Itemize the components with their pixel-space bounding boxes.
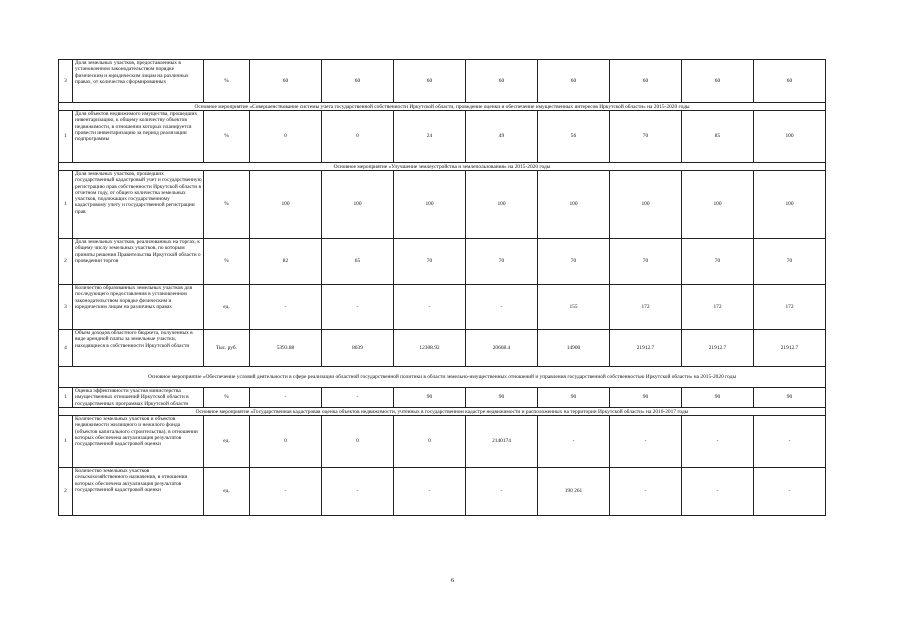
value-cell: 70	[466, 239, 538, 285]
value-cell: 49	[466, 111, 538, 163]
section-header: Основное мероприятие «Государственная кадастровая оценка объектов недвижимости, учтенных в государственном кадастре недвижимости и расположенных на территории Иркутской области» на 2016-2017 годы	[59, 408, 826, 416]
value-cell: 21912.7	[610, 330, 682, 367]
indicator-name: Доля земельных участков, предоставленных в установленном законодательством порядке физическим и юридическим лицам на различных правах, от количества сформированных	[73, 60, 204, 103]
row-number: 1	[59, 171, 73, 239]
value-cell: 0	[322, 416, 394, 468]
table-row	[59, 416, 826, 468]
value-cell: 5393.88	[250, 330, 322, 367]
value-cell: -	[466, 285, 538, 330]
section-header-row	[59, 367, 826, 388]
value-cell: 90	[466, 388, 538, 408]
value-cell: 60	[610, 60, 682, 103]
value-cell: -	[682, 416, 754, 468]
row-number: 4	[59, 330, 73, 367]
value-cell: 2140174	[466, 416, 538, 468]
unit-cell: %	[204, 60, 250, 103]
value-cell: 90	[754, 388, 826, 408]
value-cell: -	[250, 468, 322, 516]
value-cell: -	[394, 285, 466, 330]
value-cell: 155	[538, 285, 610, 330]
value-cell: 8639	[322, 330, 394, 367]
table-row	[59, 239, 826, 285]
value-cell: 0	[250, 111, 322, 163]
table-row	[59, 285, 826, 330]
value-cell: 60	[466, 60, 538, 103]
unit-cell: ед.	[204, 285, 250, 330]
value-cell: 100	[682, 171, 754, 239]
value-cell: 90	[682, 388, 754, 408]
value-cell: 24	[394, 111, 466, 163]
indicator-name: Количество земельных участков и объектов недвижимости жилищного и нежилого фонда (объектов капитального строительства), в отношении которых обеспечена актуализация результатов государственной кадастровой оценки	[73, 416, 204, 468]
value-cell: -	[394, 468, 466, 516]
indicator-name: Доля земельных участков, реализованных на торгах, к общему числу земельных участков, по которым приняты решения Правительства Иркутской области о проведении торгов	[73, 239, 204, 285]
value-cell: 60	[754, 60, 826, 103]
page-number: 6	[450, 577, 455, 584]
value-cell: 70	[682, 239, 754, 285]
row-number: 2	[59, 468, 73, 516]
row-number: 2	[59, 239, 73, 285]
value-cell: 0	[322, 111, 394, 163]
value-cell: 190 261	[538, 468, 610, 516]
value-cell: -	[250, 388, 322, 408]
value-cell: 90	[610, 388, 682, 408]
unit-cell: %	[204, 171, 250, 239]
value-cell: 21912.7	[682, 330, 754, 367]
row-number: 1	[59, 388, 73, 408]
value-cell: 70	[538, 239, 610, 285]
value-cell: 172	[682, 285, 754, 330]
section-header-row	[59, 408, 826, 416]
row-number: 1	[59, 416, 73, 468]
value-cell: -	[610, 468, 682, 516]
value-cell: 21912.7	[754, 330, 826, 367]
table-row	[59, 60, 826, 103]
value-cell: 0	[394, 416, 466, 468]
value-cell: 100	[754, 171, 826, 239]
value-cell: 0	[250, 416, 322, 468]
value-cell: 20668.4	[466, 330, 538, 367]
value-cell: -	[682, 468, 754, 516]
value-cell: -	[322, 468, 394, 516]
value-cell: 65	[322, 239, 394, 285]
value-cell: 60	[538, 60, 610, 103]
value-cell: 90	[538, 388, 610, 408]
section-header-row	[59, 103, 826, 111]
unit-cell: %	[204, 111, 250, 163]
value-cell: 90	[394, 388, 466, 408]
value-cell: -	[466, 468, 538, 516]
row-number: 3	[59, 60, 73, 103]
value-cell: 60	[322, 60, 394, 103]
value-cell: 60	[250, 60, 322, 103]
value-cell: 100	[754, 111, 826, 163]
value-cell: 14900	[538, 330, 610, 367]
value-cell: 70	[394, 239, 466, 285]
table-row	[59, 111, 826, 163]
unit-cell: Тыс. руб.	[204, 330, 250, 367]
row-number: 1	[59, 111, 73, 163]
value-cell: 100	[250, 171, 322, 239]
table-row	[59, 330, 826, 367]
unit-cell: ед.	[204, 416, 250, 468]
table-row	[59, 468, 826, 516]
value-cell: 60	[394, 60, 466, 103]
indicator-name: Объем доходов областного бюджета, полученных в виде арендной платы за земельные участки, находящиеся в собственности Иркутской области	[73, 330, 204, 367]
section-header: Основное мероприятие «Улучшение землеустройства и землепользования» на 2015-2020 годы	[59, 163, 826, 171]
value-cell: 70	[754, 239, 826, 285]
value-cell: -	[754, 468, 826, 516]
value-cell: 172	[754, 285, 826, 330]
value-cell: 172	[610, 285, 682, 330]
value-cell: -	[538, 416, 610, 468]
table-body	[59, 60, 826, 516]
indicator-name: Доля объектов недвижимого имущества, прошедших инвентаризацию, к общему количеству объектов недвижимости, в отношении которых планируется провести инвентаризацию за период реализации подпрограммы	[73, 111, 204, 163]
section-header: Основное мероприятие «Совершенствование системы учета государственной собственности Иркутской области, проведение оценки и обеспечение имущественных интересов Иркутской области» на 2015-2020 годы	[59, 103, 826, 111]
section-header-row	[59, 163, 826, 171]
value-cell: 85	[682, 111, 754, 163]
row-number: 3	[59, 285, 73, 330]
table-row	[59, 171, 826, 239]
value-cell: 100	[322, 171, 394, 239]
value-cell: 100	[394, 171, 466, 239]
value-cell: 82	[250, 239, 322, 285]
table-row	[59, 388, 826, 408]
value-cell: 100	[538, 171, 610, 239]
value-cell: 100	[610, 171, 682, 239]
unit-cell: %	[204, 239, 250, 285]
indicators-table	[58, 59, 826, 516]
value-cell: -	[610, 416, 682, 468]
value-cell: -	[322, 285, 394, 330]
section-header: Основное мероприятие «Обеспечение условий деятельности в сфере реализации областной государственной политики в области земельно-имущественных отношений и управления государственной собственностью Иркутской области» на 2015-2020 годы	[59, 367, 826, 388]
indicator-name: Оценка эффективности участия министерства имущественных отношений Иркутской области в государственных программах Иркутской области	[73, 388, 204, 408]
value-cell: -	[322, 388, 394, 408]
value-cell: 12308.92	[394, 330, 466, 367]
value-cell: 70	[610, 111, 682, 163]
value-cell: 56	[538, 111, 610, 163]
unit-cell: %	[204, 388, 250, 408]
value-cell: -	[250, 285, 322, 330]
indicator-name: Количество образованных земельных участков для последующего предоставления в установленном законодательством порядке физическим и юридическим лицам на различных правах	[73, 285, 204, 330]
indicator-name: Доля земельных участков, прошедших государственный кадастровый учет и государственную регистрацию прав собственности Иркутской области в отчетном году, от общего количества земельных участков, подлежащих государственному кадастровому учету и государственной регистрации прав	[73, 171, 204, 239]
value-cell: 100	[466, 171, 538, 239]
value-cell: -	[754, 416, 826, 468]
indicator-name: Количество земельных участков сельскохозяйственного назначения, в отношении которых обеспечена актуализация результатов государственной кадастровой оценки	[73, 468, 204, 516]
value-cell: 60	[682, 60, 754, 103]
unit-cell: ед.	[204, 468, 250, 516]
value-cell: 70	[610, 239, 682, 285]
